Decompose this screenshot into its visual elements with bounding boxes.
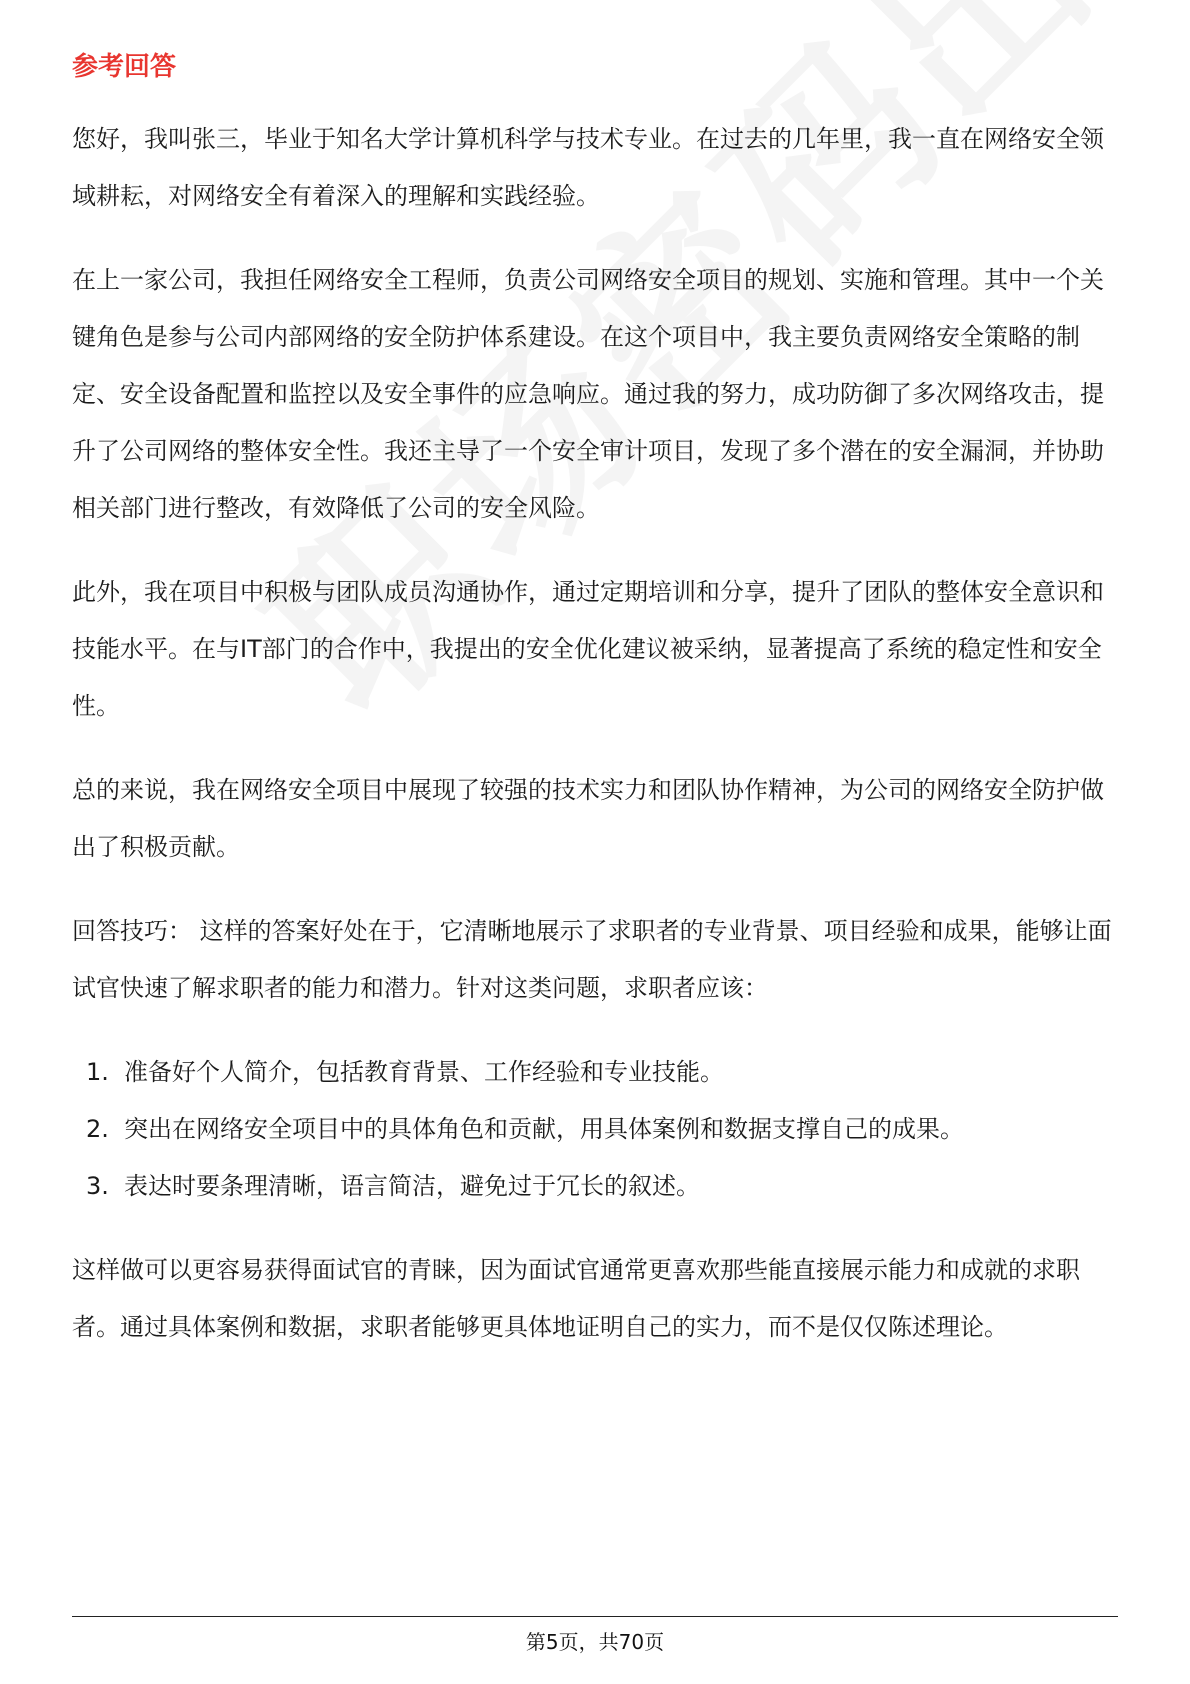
section-heading: 参考回答 xyxy=(72,52,177,82)
tips-list xyxy=(72,1044,1122,1215)
paragraph-experience: 在上一家公司，我担任网络安全工程师，负责公司网络安全项目的规划、实施和管理。其中一个关键角色是参与公司内部网络的安全防护体系建设。在这个项目中，我主要负责网络安全策略的制定、安全设备配置和监控以及安全事件的应急响应。通过我的努力，成功防御了多次网络攻击，提升了公司网络的整体安全性。我还主导了一个安全审计项目，发现了多个潜在的安全漏洞，并协助相关部门进行整改，有效降低了公司的安全风险。 xyxy=(72,266,1104,522)
list-item xyxy=(72,1158,1122,1215)
paragraph-teamwork: 此外，我在项目中积极与团队成员沟通协作，通过定期培训和分享，提升了团队的整体安全意识和技能水平。在与IT部门的合作中，我提出的安全优化建议被采纳，显著提高了系统的稳定性和安全性。 xyxy=(72,578,1104,720)
list-item-text: 突出在网络安全项目中的具体角色和贡献，用具体案例和数据支撑自己的成果。 xyxy=(124,1115,964,1143)
footer-divider xyxy=(72,1616,1118,1617)
paragraph-closing: 这样做可以更容易获得面试官的青睐，因为面试官通常更喜欢那些能直接展示能力和成就的求职者。通过具体案例和数据，求职者能够更具体地证明自己的实力，而不是仅仅陈述理论。 xyxy=(72,1256,1080,1341)
list-item xyxy=(72,1044,1122,1101)
paragraph-tips-intro: 回答技巧： 这样的答案好处在于，它清晰地展示了求职者的专业背景、项目经验和成果，能够让面试官快速了解求职者的能力和潜力。针对这类问题，求职者应该： xyxy=(72,917,1112,1002)
list-item xyxy=(72,1101,1122,1158)
page-number: 第5页，共70页 xyxy=(525,1630,665,1654)
list-item-text: 表达时要条理清晰，语言简洁，避免过于冗长的叙述。 xyxy=(124,1172,700,1200)
list-item-number: 1. xyxy=(86,1058,109,1086)
list-item-text: 准备好个人简介，包括教育背景、工作经验和专业技能。 xyxy=(124,1058,724,1086)
paragraph-intro: 您好，我叫张三，毕业于知名大学计算机科学与技术专业。在过去的几年里，我一直在网络安全领域耕耘，对网络安全有着深入的理解和实践经验。 xyxy=(72,125,1104,210)
document-body xyxy=(72,48,1122,1383)
list-item-number: 2. xyxy=(86,1115,109,1143)
list-item-number: 3. xyxy=(86,1172,109,1200)
paragraph-summary: 总的来说，我在网络安全项目中展现了较强的技术实力和团队协作精神，为公司的网络安全防护做出了积极贡献。 xyxy=(72,776,1104,861)
